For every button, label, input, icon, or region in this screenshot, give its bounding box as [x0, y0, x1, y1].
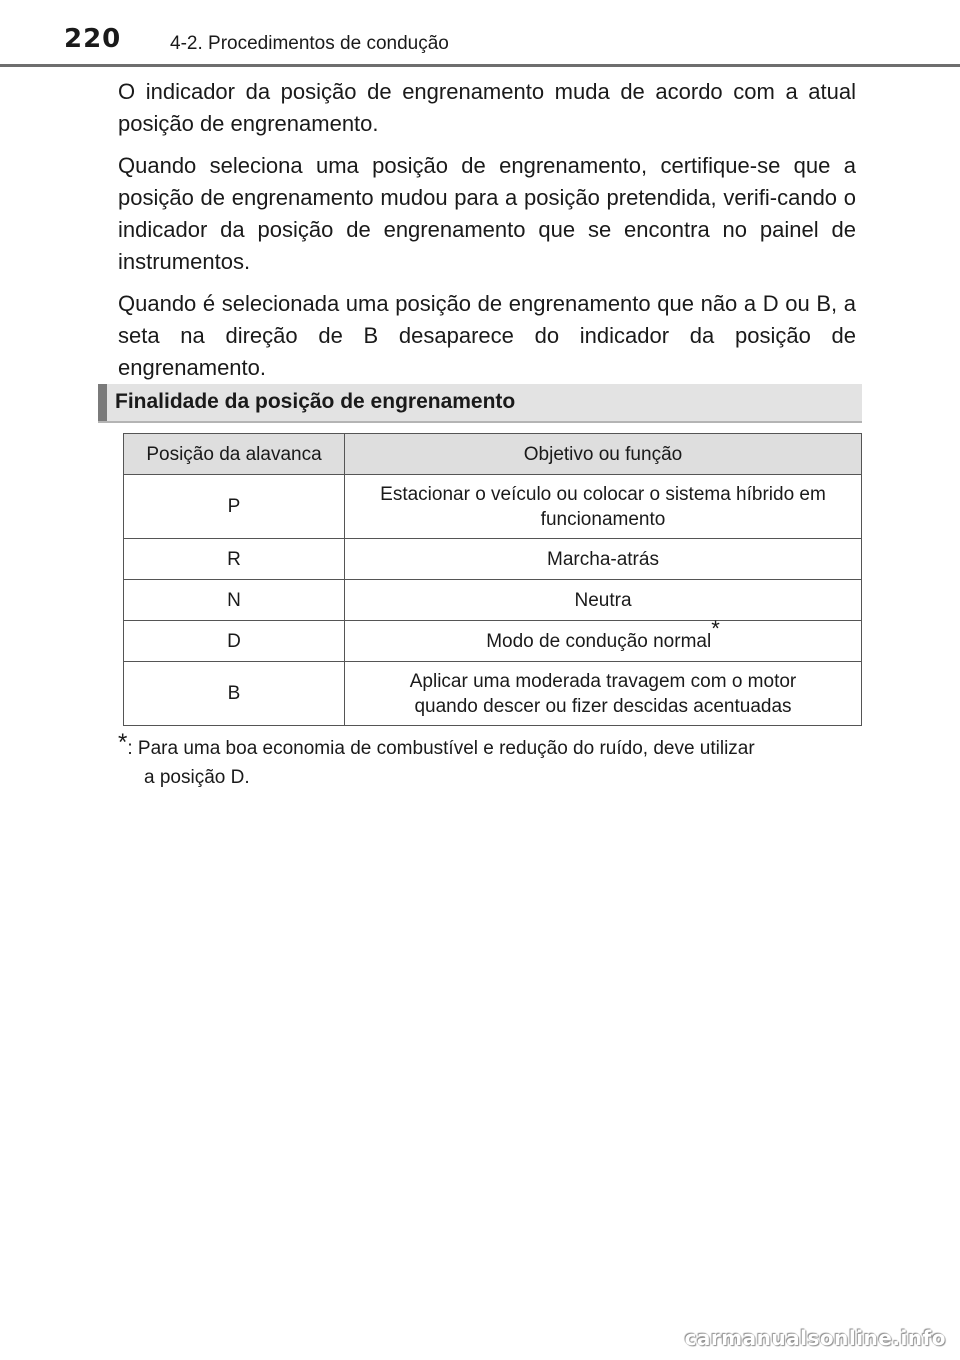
- page-header: [0, 0, 960, 68]
- cell-position: D: [124, 621, 345, 662]
- table-row: [124, 539, 862, 580]
- table-row: [124, 580, 862, 621]
- cell-position: B: [124, 662, 345, 726]
- cell-position: R: [124, 539, 345, 580]
- body-text: [118, 76, 856, 394]
- function-text: Modo de condução normal: [486, 630, 712, 652]
- table-row: [124, 621, 862, 662]
- footnote-line-2: a posição D.: [144, 767, 250, 788]
- section-heading: Finalidade da posição de engrenamento: [115, 390, 516, 413]
- cell-function: [345, 475, 862, 539]
- header-rule: [0, 64, 960, 67]
- table-header-row: [124, 434, 862, 475]
- footnote-text: : Para uma boa economia de combustível e redução do ruído, deve utilizar: [127, 738, 755, 759]
- footnote-line: [118, 729, 858, 763]
- gear-position-table: [123, 433, 862, 726]
- paragraph: Quando é selecionada uma posição de engrenamento que não a D ou B, a seta na direção de B desaparece do indicador da posição de engrenamento.: [118, 291, 856, 380]
- footnote: [118, 729, 858, 792]
- table-row: [124, 662, 862, 726]
- function-line: quando descer ou fizer descidas acentuadas: [414, 695, 792, 717]
- section-heading-bar: [98, 384, 862, 423]
- function-line: Aplicar uma moderada travagem com o motor: [409, 670, 797, 692]
- footnote-asterisk: *: [118, 729, 128, 756]
- function-line: Estacionar o veículo ou colocar o sistema híbrido em: [380, 483, 826, 505]
- paragraph: Quando seleciona uma posição de engrenamento, certifique-se que a posição de engrenamento mudou para a posição pretendida, verifi-cando o indicador da posição de engrenamento que se encontra no painel de instrumentos.: [118, 153, 856, 274]
- function-line: funcionamento: [540, 508, 666, 530]
- heading-accent: [98, 384, 107, 421]
- column-header-position: Posição da alavanca: [124, 434, 345, 475]
- table-row: [124, 475, 862, 539]
- column-header-function: Objetivo ou função: [345, 434, 862, 475]
- cell-position: N: [124, 580, 345, 621]
- watermark: carmanualsonline.info: [684, 1326, 946, 1350]
- section-title: 4-2. Procedimentos de condução: [170, 33, 449, 54]
- cell-function: [345, 616, 862, 662]
- cell-function: Neutra: [345, 580, 862, 621]
- page-number: 220: [64, 24, 122, 54]
- paragraph: O indicador da posição de engrenamento muda de acordo com a atual posição de engrenamento.: [118, 79, 856, 136]
- cell-function: Marcha-atrás: [345, 539, 862, 580]
- cell-function: [345, 662, 862, 726]
- footnote-marker: *: [711, 616, 720, 642]
- cell-position: P: [124, 475, 345, 539]
